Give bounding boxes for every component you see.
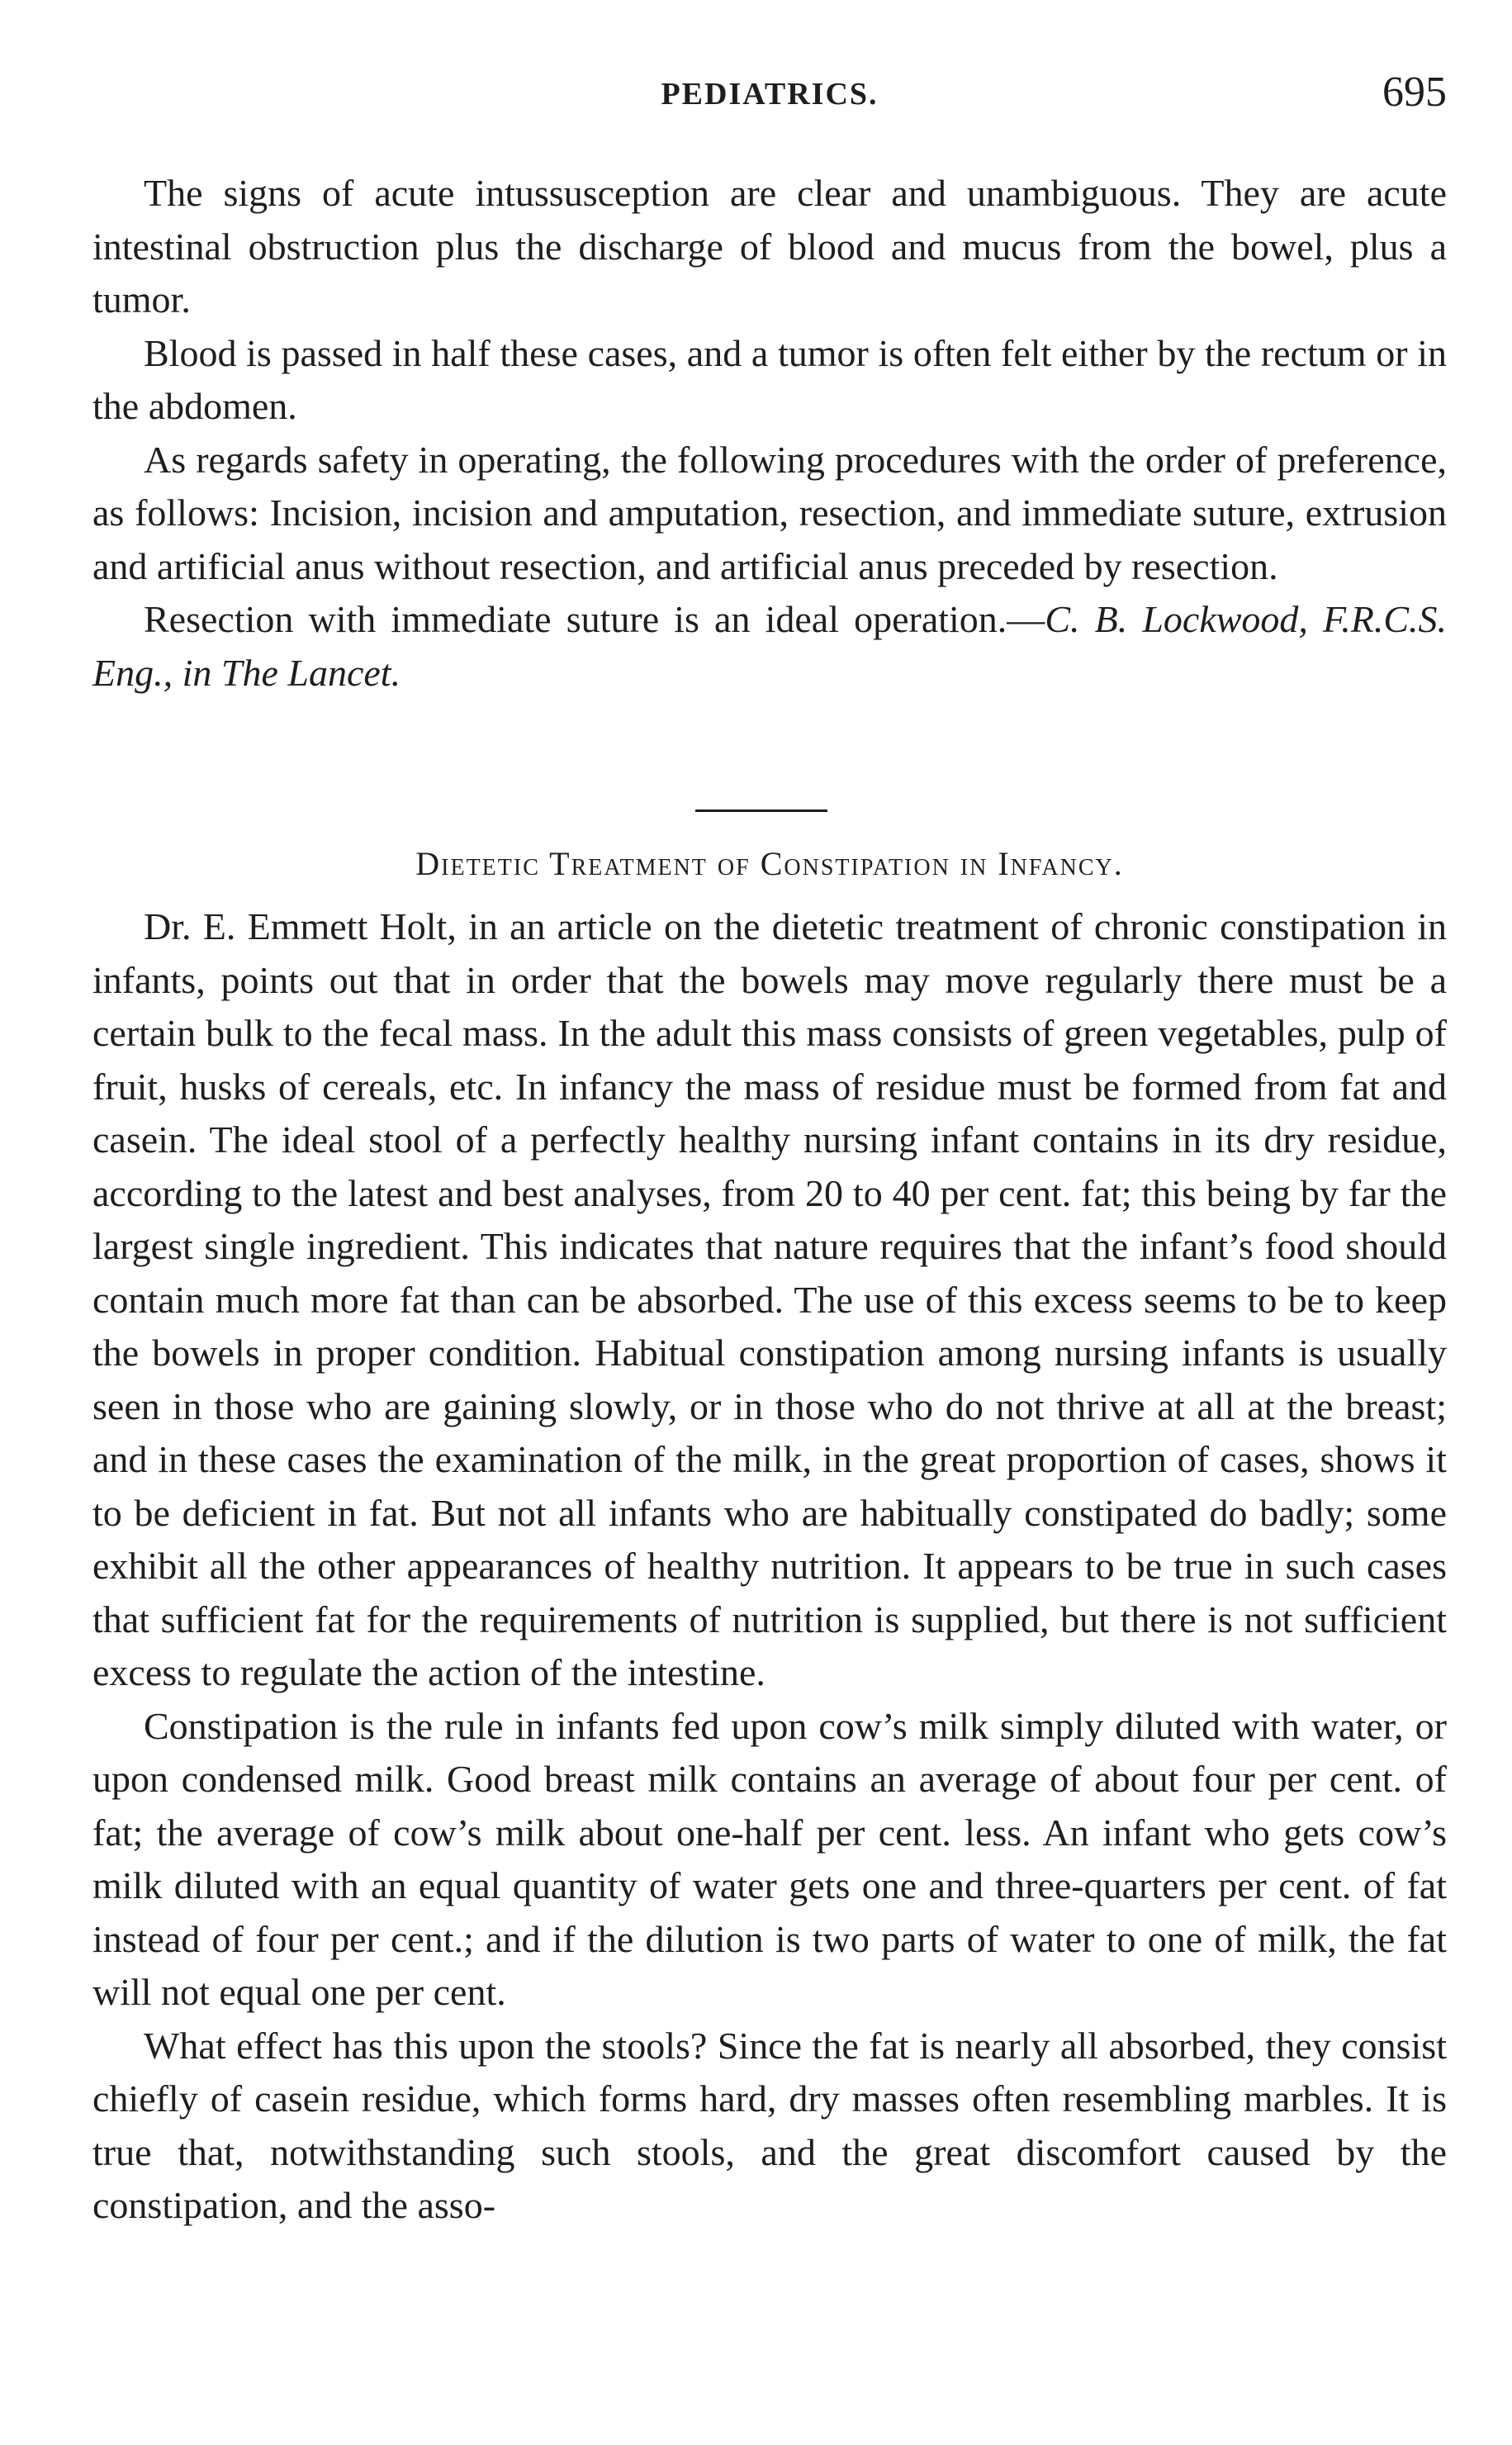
paragraph: Constipation is the rule in infants fed upon cow’s milk simply diluted with water, or upon condensed milk. Good breast milk contains an average of about four per cent. of fat; the average of cow’s milk about one-half per cent. less. An infant who gets cow’s milk diluted with an equal quantity of water gets one and three-quarters per cent. of fat instead of four per cent.; and if the dilution is two parts of water to one of milk, the fat will not equal one per cent. xyxy=(92,1704,1447,2013)
citation: C. B. Lockwood, F.R.C.S. Eng., in The Lancet. xyxy=(92,598,1448,694)
paragraph: The signs of acute intussusception are clear and unambiguous. They are acute intestinal obstruction plus the discharge of blood and mucus from the bowel, plus a tumor. xyxy=(92,172,1447,320)
running-title: PEDIATRICS. xyxy=(661,77,879,112)
page-number: 695 xyxy=(1382,69,1447,116)
article-intussusception xyxy=(92,167,1447,700)
paragraph xyxy=(92,593,1447,700)
section-heading: Dietetic Treatment of Constipation in Infancy. xyxy=(415,845,1124,882)
paragraph: As regards safety in operating, the following procedures with the order of preference, as follows: Incision, incision and amputation, resection, and immediate suture, extrusion and artificial anus without resection, and artificial anus preceded by resection. xyxy=(92,438,1447,587)
page xyxy=(92,68,1448,2226)
running-head xyxy=(92,68,1447,134)
paragraph: Dr. E. Emmett Holt, in an article on the dietetic treatment of chronic constipation in infants, points out that in order that the bowels may move regularly there must be a certain bulk to the fecal mass. In the adult this mass consists of green vegetables, pulp of fruit, husks of cereals, etc. In infancy the mass of residue must be formed from fat and casein. The ideal stool of a perfectly healthy nursing infant contains in its dry residue, according to the latest and best analyses, from 20 to 40 per cent. fat; this being by far the largest single ingredient. This indicates that nature requires that the infant’s food should contain much more fat than can be absorbed. The use of this excess seems to be to keep the bowels in proper condition. Habitual constipation among nursing infants is usually seen in those who are gaining slowly, or in those who do not thrive at all at the breast; and in these cases the examination of the milk, in the great proportion of cases, shows it to be deficient in fat. But not all infants who are habitually constipated do badly; some exhibit all the other appearances of healthy nutrition. It appears to be true in such cases that sufficient fat for the requirements of nutrition is supplied, but there is not sufficient excess to regulate the action of the intestine. xyxy=(92,905,1447,1693)
paragraph-text: Resection with immediate suture is an ideal operation.— xyxy=(144,598,1045,640)
paragraph: Blood is passed in half these cases, and a tumor is often felt either by the rectum or in the abdomen. xyxy=(92,331,1447,427)
article-constipation xyxy=(92,900,1447,2233)
section-divider xyxy=(695,809,827,812)
paragraph: What effect has this upon the stools? Since the fat is nearly all absorbed, they consist chiefly of casein residue, which forms hard, dry masses often resembling marbles. It is true that, notwithstanding such stools, and the great discomfort caused by the constipation, and the asso- xyxy=(92,2024,1447,2226)
